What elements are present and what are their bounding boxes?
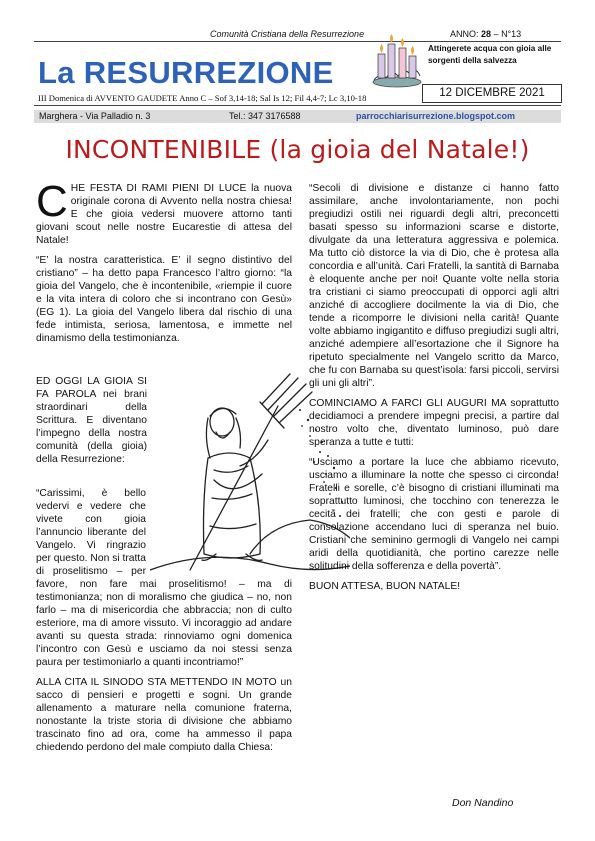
issue-date: 12 DICEMBRE 2021 <box>422 84 562 103</box>
header-quote: Attingerete acqua con gioia alle sorgenti della salvezza <box>428 44 552 65</box>
paragraph-parola: ED OGGI LA GIOIA SI FA PAROLA nei brani straordinari della Scrittura. E diventano l’impegno della nostra comunità (della gioia) della Resurrezione: <box>36 376 147 465</box>
numero: – N°13 <box>493 29 522 39</box>
left-column-quote-start <box>36 487 292 754</box>
paragraph-cominciamo: COMINCIAMO A FARCI GLI AUGURI MA soprattutto decidiamoci a prendere impegni precisi, a partire dal nostro volto che, diventato luminoso, può dare speranza a tutte e tutti: <box>309 398 559 448</box>
figure-spacer <box>146 487 292 578</box>
closing-greeting: BUON ATTESA, BUON NATALE! <box>309 581 461 592</box>
paragraph-carissimi: “Carissimi, è bello vedervi e vedere che vivete con gioia l’annuncio liberante del Vangelo. Vi ringrazio per questo. Non si tratta di proselitismo – per favore, non fare mai proselitismo! – ma di testimonianza; non di moralismo che giudica – no, non farlo – ma di misericordia che abbraccia; non di culto esteriore, ma di amore vissuto. Vi incoraggio ad andare avanti su questa strada: rinnoviamo ogni domenica l’incontro con Gesù e usciamo da noi stessi senza paura per testimoniarlo a quanti incontriamo!” <box>36 488 292 668</box>
left-column-top <box>36 177 292 345</box>
paragraph-pope-quote: “E’ la nostra caratteristica. E’ il segno distintivo del cristiano” – ha detto papa Francesco l’altro giorno: “la gioia del Vangelo, che è incontenibile, «riempie il cuore e la vita intera di coloro che si incontrano con Gesù» (EG 1). La gioia del Vangelo libera dal rischio di una fede intimista, seriosa, lamentosa, e immette nel dinamismo della testimonianza. <box>36 255 292 344</box>
header-rule-bottom <box>34 105 561 106</box>
issue-number <box>450 29 521 39</box>
article-title: INCONTENIBILE (la gioia del Natale!) <box>65 135 530 164</box>
website-link[interactable]: parrocchiarisurrezione.blogspot.com <box>356 111 516 121</box>
paragraph-sinodo: ALLA CITA IL SINODO STA METTENDO IN MOTO un sacco di pensieri e progetti e sogni. Un grande allenamento a maturare nella comunione fraterna, nonostante la triste storia di divisione che abbiamo trascinato fino ad ora, come ha ammesso il papa chiedendo perdono del male compiuto dalla Chiesa: <box>36 677 292 753</box>
signature: Don Nandino <box>452 797 514 809</box>
advent-candles-icon <box>370 30 424 88</box>
address-bar <box>34 110 561 123</box>
right-column <box>309 182 559 593</box>
anno-label: ANNO: <box>450 29 479 39</box>
liturgy-line: III Domenica di AVVENTO GAUDETE Anno C – Sof 3,14-18; Sal Is 12; Fil 4,4-7; Lc 3,10-18 <box>38 93 367 103</box>
phone: Tel.: 347 3176588 <box>229 111 301 121</box>
newsletter-title: La RESURREZIONE <box>38 55 334 90</box>
intro-paragraph: CHE FESTA DI RAMI PIENI DI LUCE la nuova originale corona di Avvento nella nostra chiesa! E che gioia vedersi muovere attorno tanti giovani scout nelle nostre Eucarestie di attesa del Natale! <box>36 177 292 246</box>
left-column-narrow <box>36 375 147 466</box>
paragraph-secoli: “Secoli di divisione e distanze ci hanno fatto assimilare, anche involontariamente, non pochi pregiudizi ostili nei riguardi degli altri, preconcetti basati spesso su informazioni scarse e distorte, divulgate da una letteratura aggressiva e polemica. Ma tutto ciò distorce la via di Dio, che è protesa alla concordia e all’unità. Cari Fratelli, la santità di Barnaba è eloquente anche per noi! Quante volte nella storia tra cristiani ci siamo preoccupati di opporci agli altri anziché di accogliere docilmente la via di Dio, che tende a ricomporre le divisioni nella carità! Quante volte abbiamo ingigantito e diffuso pregiudizi sugli altri, anziché adempiere all’esortazione che il Signore ha ripetuto specialmente nel Vangelo scritto da Marco, che fu con Barnaba su quest’isola: farsi piccoli, servirsi gli uni gli altri”. <box>309 183 559 389</box>
paragraph-usciamo: “Usciamo a portare la luce che abbiamo ricevuto, usciamo a illuminare la notte che spesso ci circonda! Fratelli e sorelle, c’è bisogno di cristiani illuminati ma soprattutto luminosi, che tocchino con tenerezza le cecità dei fratelli; che con gesti e parole di consolazione accendano luci di speranza nel buio. Cristiani che seminino germogli di Vangelo nei campi aridi della quotidianità, che portino carezze nelle solitudini della sofferenza e della povertà”. <box>309 457 559 572</box>
header-rule-top <box>34 41 561 42</box>
drop-cap: C <box>36 177 68 226</box>
community-name: Comunità Cristiana della Resurrezione <box>210 29 365 39</box>
anno-value: 28 <box>481 29 492 39</box>
address: Marghera - Via Palladio n. 3 <box>39 111 151 121</box>
